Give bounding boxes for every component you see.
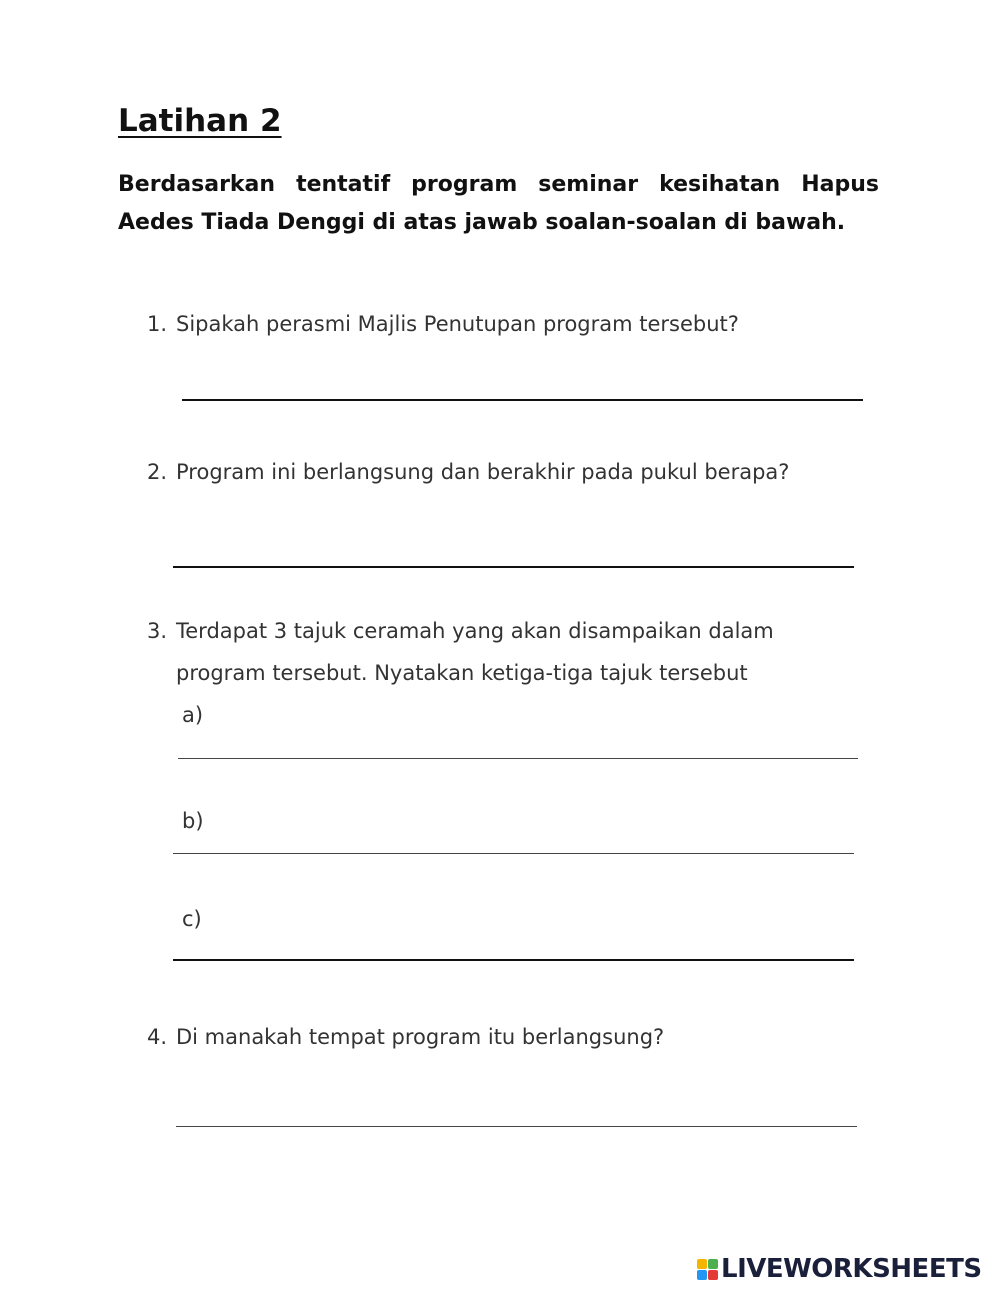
- instruction-text: Berdasarkan tentatif program seminar kesihatan Hapus Aedes Tiada Denggi di atas jawab soalan-soalan di bawah.: [118, 172, 879, 235]
- answer-line-2[interactable]: [173, 566, 854, 568]
- question-number: 3.: [147, 619, 168, 643]
- question-number: 1.: [147, 312, 168, 336]
- question-text: Sipakah perasmi Majlis Penutupan program tersebut?: [176, 312, 739, 336]
- subpart-a-label: a): [182, 703, 204, 727]
- liveworksheets-logo-icon: [697, 1259, 718, 1280]
- question-text: Program ini berlangsung dan berakhir pada pukul berapa?: [176, 460, 790, 484]
- answer-line-4[interactable]: [176, 1126, 857, 1127]
- logo-text: LIVEWORKSHEETS: [721, 1254, 982, 1284]
- question-text: Terdapat 3 tajuk ceramah yang akan disampaikan dalam: [176, 619, 774, 643]
- answer-line-3a[interactable]: [178, 758, 858, 759]
- question-4: [147, 1016, 907, 1058]
- question-2: [147, 451, 907, 493]
- liveworksheets-logo: [697, 1254, 982, 1284]
- answer-line-3b[interactable]: [173, 853, 854, 854]
- page-title: Latihan 2: [118, 103, 282, 139]
- question-1: [147, 303, 907, 345]
- question-text: Di manakah tempat program itu berlangsung?: [176, 1025, 665, 1049]
- question-number: 4.: [147, 1025, 168, 1049]
- answer-line-3c[interactable]: [173, 959, 854, 961]
- question-number: 2.: [147, 460, 168, 484]
- question-3: [147, 610, 907, 694]
- subpart-b-label: b): [182, 809, 204, 833]
- question-text-line2: program tersebut. Nyatakan ketiga-tiga tajuk tersebut: [176, 661, 748, 685]
- answer-line-1[interactable]: [182, 399, 863, 401]
- subpart-c-label: c): [182, 907, 202, 931]
